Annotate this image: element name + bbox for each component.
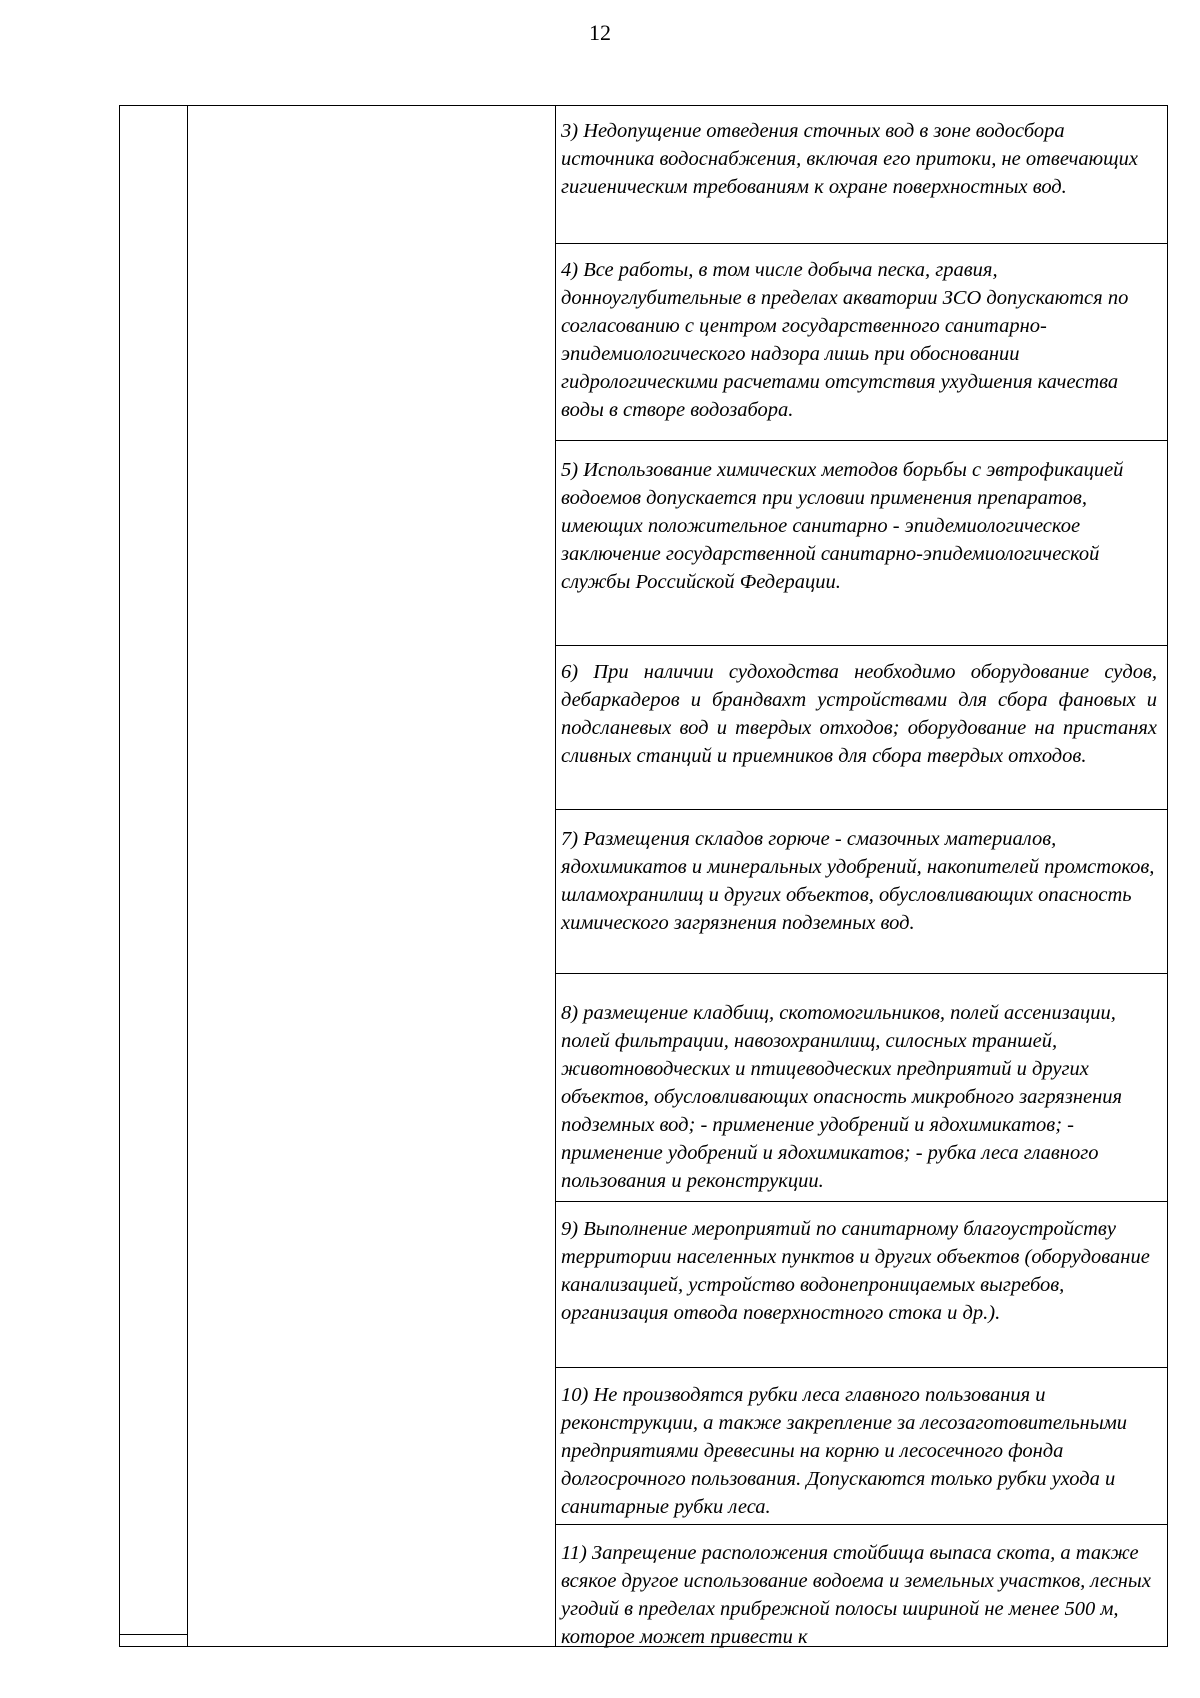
requirement-text-4: 4) Все работы, в том числе добыча песка, гравия, донноуглубительные в пределах акватории ЗСО допускаются по согласованию с центром государственного санитарно-эпидемиологического надзора лишь при обосновании гидрологическими расчетами отсутствия ухудшения качества воды в створе водозабора.	[561, 259, 1129, 421]
page-number: 12	[589, 20, 611, 45]
requirement-text-6: 6) При наличии судоходства необходимо оборудование судов, дебаркадеров и брандвахт устройствами для сбора фановых и подсланевых вод и твердых отходов; оборудование на пристанях сливных станций и приемников для сбора твердых отходов.	[561, 661, 1157, 767]
requirement-cell-4	[555, 244, 1167, 441]
requirements-column	[555, 106, 1167, 1646]
requirement-text-11: 11) Запрещение расположения стойбища выпаса скота, а также всякое другое использование водоема и земельных участков, лесных угодий в пределах прибрежной полосы шириной не менее 500 м, которое может привести к	[561, 1542, 1151, 1648]
requirement-text-3: 3) Недопущение отведения сточных вод в зоне водосбора источника водоснабжения, включая его притоки, не отвечающих гигиеническим требованиям к охране поверхностных вод.	[561, 120, 1138, 198]
requirement-cell-9	[555, 1202, 1167, 1368]
requirement-cell-3	[555, 106, 1167, 244]
requirement-cell-6	[555, 646, 1167, 810]
requirement-text-8: 8) размещение кладбищ, скотомогильников, полей ассенизации, полей фильтрации, навозохранилищ, силосных траншей, животноводческих и птицеводческих предприятий и других объектов, обусловливающих опасность микробного загрязнения подземных вод; - применение удобрений и ядохимикатов; - применение удобрений и ядохимикатов; - рубка леса главного пользования и реконструкции.	[561, 1002, 1123, 1192]
requirement-text-7: 7) Размещения складов горюче - смазочных материалов, ядохимикатов и минеральных удобрений, накопителей промстоков, шламохранилищ и других объектов, обусловливающих опасность химического загрязнения подземных вод.	[561, 828, 1155, 934]
first-column-row-border	[120, 1634, 187, 1635]
requirement-text-10: 10) Не производятся рубки леса главного пользования и реконструкции, а также закрепление за лесозаготовительными предприятиями древесины на корню и лесосечного фонда долгосрочного пользования. Допускаются только рубки ухода и санитарные рубки леса.	[561, 1384, 1128, 1518]
requirement-cell-5	[555, 441, 1167, 646]
requirement-text-5: 5) Использование химических методов борьбы с эвтрофикацией водоемов допускается при условии применения препаратов, имеющих положительное санитарно - эпидемиологическое заключение государственной санитарно-эпидемиологической службы Российской Федерации.	[561, 459, 1124, 593]
requirement-cell-8	[555, 974, 1167, 1202]
requirement-cell-7	[555, 810, 1167, 974]
column-divider-1	[187, 106, 188, 1646]
requirement-text-9: 9) Выполнение мероприятий по санитарному благоустройству территории населенных пунктов и других объектов (оборудование канализацией, устройство водонепроницаемых выгребов, организация отвода поверхностного стока и др.).	[561, 1218, 1150, 1324]
requirement-cell-11	[555, 1525, 1167, 1646]
requirement-cell-10	[555, 1368, 1167, 1525]
requirements-table	[119, 105, 1168, 1647]
